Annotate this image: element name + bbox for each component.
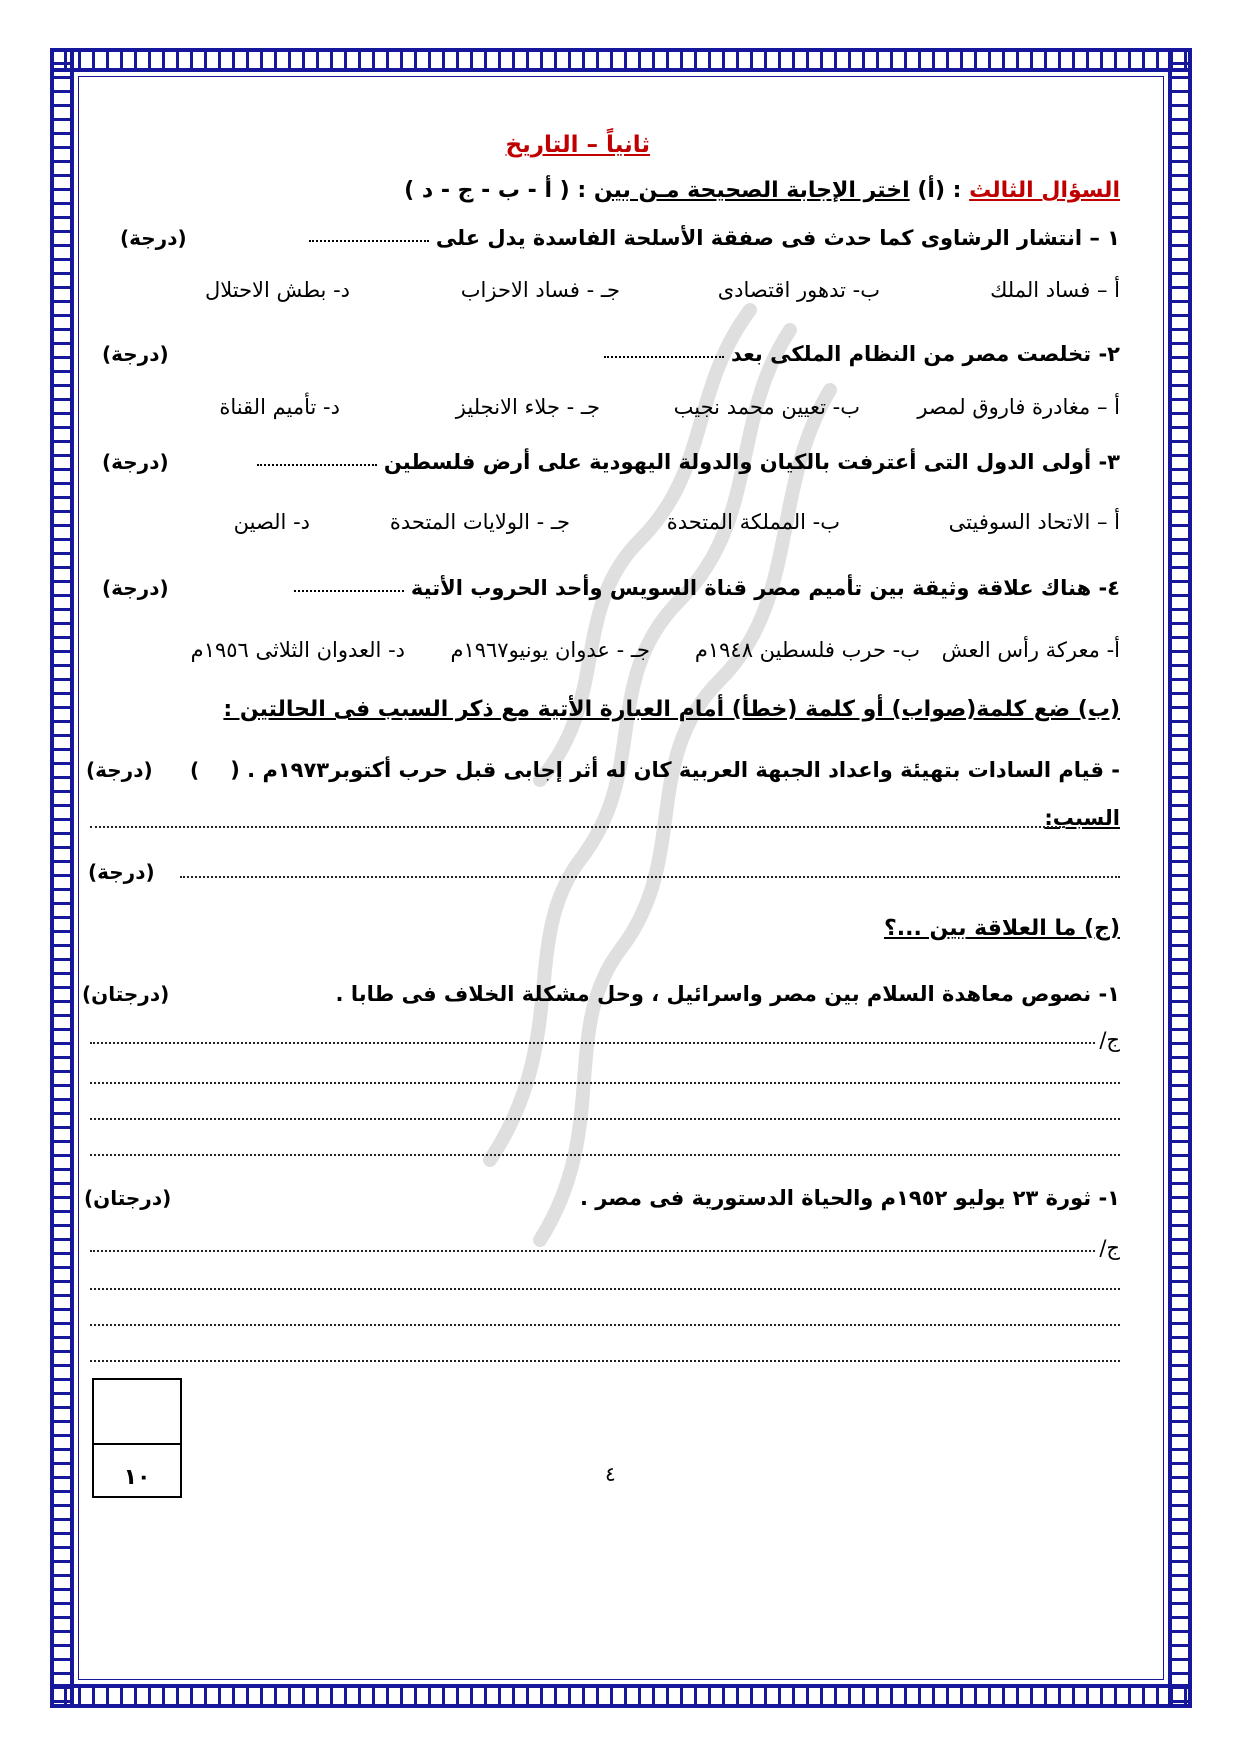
- mcq-item-1: ١ – انتشار الرشاوى كما حدث فى صفقة الأسلحة الفاسدة يدل على: [90, 226, 1120, 250]
- answer-label: ج/: [1099, 1236, 1120, 1260]
- option-d[interactable]: د- الصين: [233, 510, 310, 534]
- answer-blank[interactable]: [309, 236, 429, 242]
- option-c[interactable]: جـ - جلاء الانجليز: [455, 395, 600, 419]
- part-c-heading: (ج) ما العلاقة بين ...؟: [883, 916, 1120, 941]
- option-d[interactable]: د- بطش الاحتلال: [204, 278, 350, 302]
- answer-line[interactable]: [90, 1250, 1095, 1252]
- reason-line[interactable]: [90, 826, 1065, 828]
- option-a[interactable]: أ – فساد الملك: [990, 278, 1120, 302]
- answer-line[interactable]: [90, 1082, 1120, 1084]
- grade-label: (درجة): [102, 576, 169, 600]
- mcq-item-2: ٢- تخلصت مصر من النظام الملكى بعد: [90, 342, 1120, 366]
- grade-label: (درجة): [102, 450, 169, 474]
- mcq-item-4: ٤- هناك علاقة وثيقة بين تأميم مصر قناة السويس وأحد الحروب الأتية: [90, 576, 1120, 600]
- question-instruction: اختر الإجابة الصحيحة مـن بين: [593, 178, 910, 203]
- answer-paren[interactable]: ): [190, 758, 200, 782]
- true-false-statement: - قيام السادات بتهيئة واعداد الجبهة العربية كان له أثر إجابى قبل حرب أكتوبر١٩٧٣م . (: [230, 758, 1120, 782]
- grade-label: (درجة): [88, 860, 155, 884]
- option-b[interactable]: ب- تعيين محمد نجيب: [673, 395, 860, 419]
- reason-label: السبب:: [1044, 806, 1120, 830]
- grade-label: (درجتان): [84, 1186, 172, 1210]
- answer-line[interactable]: [90, 1288, 1120, 1290]
- relation-item-1: ١- نصوص معاهدة السلام بين مصر واسرائيل ، وحل مشكلة الخلاف فى طابا .: [335, 982, 1120, 1006]
- option-c[interactable]: جـ - الولايات المتحدة: [389, 510, 570, 534]
- reason-line[interactable]: [180, 876, 1120, 878]
- relation-item-2: ١- ثورة ٢٣ يوليو ١٩٥٢م والحياة الدستورية فى مصر .: [579, 1186, 1120, 1210]
- option-a[interactable]: أ – مغادرة فاروق لمصر: [917, 395, 1120, 419]
- answer-line[interactable]: [90, 1042, 1095, 1044]
- score-total: ١٠: [123, 1465, 151, 1490]
- answer-line[interactable]: [90, 1154, 1120, 1156]
- option-b[interactable]: ب- تدهور اقتصادى: [717, 278, 880, 302]
- answer-line[interactable]: [90, 1360, 1120, 1362]
- option-b[interactable]: ب- حرب فلسطين ١٩٤٨م: [694, 638, 920, 662]
- grade-label: (درجتان): [82, 982, 170, 1006]
- grade-label: (درجة): [120, 226, 187, 250]
- question-3-header: السؤال الثالث : (أ) اختر الإجابة الصحيحة مـن بين : ( أ - ب - ج - د ): [404, 178, 1120, 203]
- answer-blank[interactable]: [604, 352, 724, 358]
- option-c[interactable]: جـ - عدوان يونيو١٩٦٧م: [450, 638, 650, 662]
- score-box: [92, 1378, 182, 1498]
- grade-label: (درجة): [86, 758, 153, 782]
- answer-line[interactable]: [90, 1324, 1120, 1326]
- page-number: ٤: [605, 1462, 616, 1486]
- answer-label: ج/: [1099, 1028, 1120, 1052]
- section-title: ثانياً – التاريخ: [505, 132, 650, 158]
- question-label: السؤال الثالث: [969, 178, 1120, 203]
- option-a[interactable]: أ – الاتحاد السوفيتى: [948, 510, 1120, 534]
- option-b[interactable]: ب- المملكة المتحدة: [666, 510, 840, 534]
- grade-label: (درجة): [102, 342, 169, 366]
- option-c[interactable]: جـ - فساد الاحزاب: [460, 278, 620, 302]
- answer-blank[interactable]: [257, 460, 377, 466]
- option-d[interactable]: د- العدوان الثلاثى ١٩٥٦م: [190, 638, 405, 662]
- mcq-item-3: ٣- أولى الدول التى أعترفت بالكيان والدولة اليهودية على أرض فلسطين: [90, 450, 1120, 474]
- answer-line[interactable]: [90, 1118, 1120, 1120]
- answer-blank[interactable]: [294, 586, 404, 592]
- option-a[interactable]: أ- معركة رأس العش: [941, 638, 1120, 662]
- part-b-heading: (ب) ضع كلمة(صواب) أو كلمة (خطأ) أمام العبارة الأتية مع ذكر السبب فى الحالتين :: [223, 697, 1120, 722]
- option-d[interactable]: د- تأميم القناة: [219, 395, 340, 419]
